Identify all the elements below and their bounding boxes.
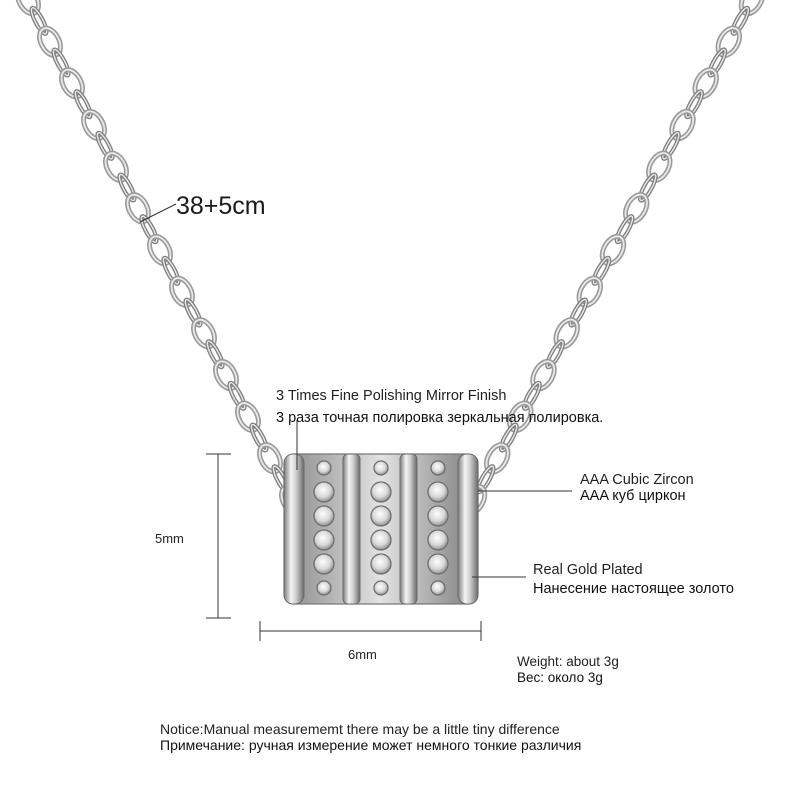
notice-ru: Примечание: ручная измерение может немного тонкие различия (160, 737, 582, 753)
zircon-stone (428, 506, 448, 526)
zircon-stone (371, 554, 391, 574)
pendant-band-mid2 (400, 454, 417, 604)
zircon-stone (371, 506, 391, 526)
zircon-stone (317, 581, 331, 595)
plating-label-ru: Нанесение настоящее золото (533, 581, 734, 597)
zircon-stone (374, 461, 388, 475)
polish-label-en: 3 Times Fine Polishing Mirror Finish (276, 388, 507, 404)
chain-right (459, 0, 767, 517)
polish-label-ru: 3 раза точная полировка зеркальная полировка. (276, 410, 604, 426)
zircon-stone (431, 581, 445, 595)
weight-label-ru: Вес: около 3g (517, 670, 603, 685)
zircon-stone (431, 461, 445, 475)
zircon-stone (428, 530, 448, 550)
chain-left (13, 0, 307, 517)
zircon-stone (374, 581, 388, 595)
height-dimension-line (206, 454, 231, 618)
pendant-band-mid1 (343, 454, 360, 604)
pendant-band-right (458, 454, 478, 604)
zircon-stone (371, 530, 391, 550)
plating-label-en: Real Gold Plated (533, 562, 643, 578)
weight-label-en: Weight: about 3g (517, 654, 619, 669)
width-label: 6mm (348, 647, 377, 662)
zircon-label-ru: AAA куб циркон (580, 488, 686, 504)
chain-length-label: 38+5cm (176, 192, 266, 220)
notice-en: Notice:Manual measurememt there may be a little tiny difference (160, 721, 560, 737)
zircon-stone (428, 482, 448, 502)
zircon-stone (371, 482, 391, 502)
zircon-stone (317, 461, 331, 475)
pendant-band-left (284, 454, 304, 604)
zircon-stone (314, 530, 334, 550)
width-dimension-line (260, 621, 481, 641)
height-label: 5mm (155, 531, 184, 546)
zircon-stone (314, 554, 334, 574)
zircon-stone (314, 482, 334, 502)
zircon-stone (428, 554, 448, 574)
zircon-label-en: AAA Cubic Zircon (580, 472, 694, 488)
zircon-stone (314, 506, 334, 526)
pendant (284, 454, 478, 604)
